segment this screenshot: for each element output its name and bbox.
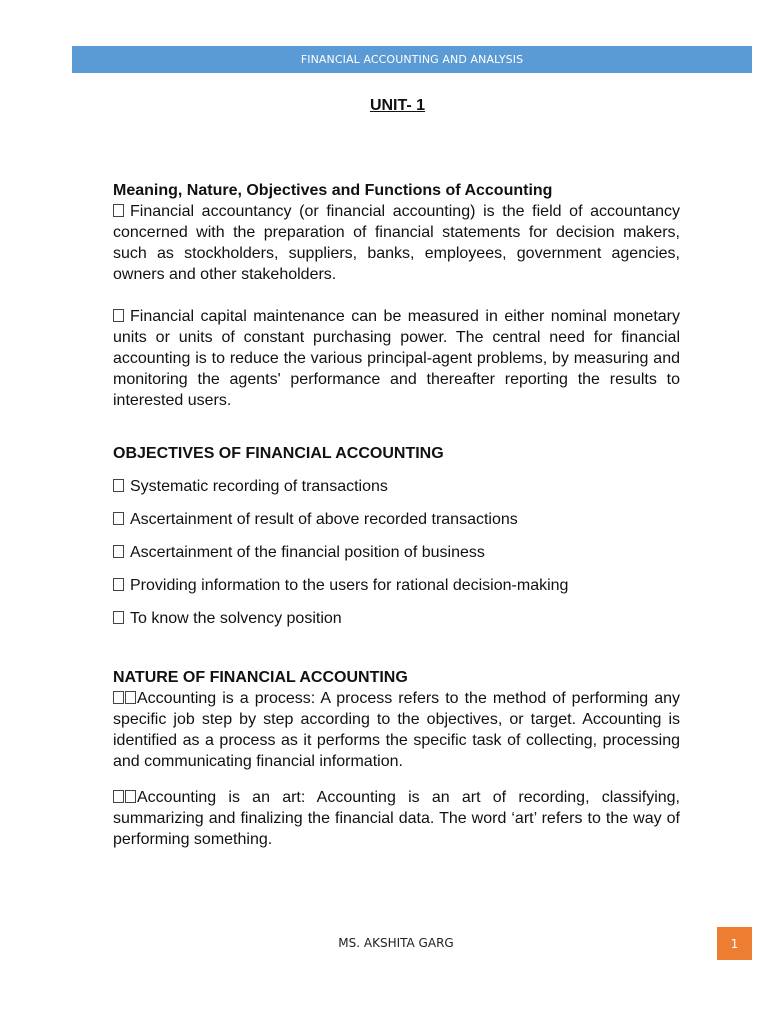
bullet-box-icon [113, 204, 124, 217]
list-item-text: To know the solvency position [130, 610, 342, 627]
unit-title: UNIT- 1 [369, 97, 426, 114]
section-heading-objectives: OBJECTIVES OF FINANCIAL ACCOUNTING [113, 445, 444, 462]
list-item [113, 575, 680, 608]
paragraph-meaning-2 [113, 306, 680, 411]
objectives-list [113, 476, 680, 641]
section-heading-meaning: Meaning, Nature, Objectives and Functions of Accounting [113, 182, 553, 199]
bullet-box-icon [113, 309, 124, 322]
list-item-text: Ascertainment of the financial position of business [130, 544, 485, 561]
list-item [113, 542, 680, 575]
bullet-box-icon [113, 790, 124, 803]
bullet-box-icon [125, 790, 136, 803]
list-item-text: Ascertainment of result of above recorded transactions [130, 511, 518, 528]
list-item [113, 608, 680, 641]
bullet-box-icon [113, 611, 124, 624]
list-item [113, 509, 680, 542]
document-body [113, 180, 680, 850]
footer-author: MS. AKSHITA GARG [338, 936, 454, 950]
bullet-box-icon [113, 691, 124, 704]
paragraph-text: Financial accountancy (or financial accounting) is the field of accountancy concerned with the preparation of financial statements for decision makers, such as stockholders, suppliers, banks, employees, government agencies, owners and other stakeholders. [113, 203, 680, 283]
bullet-box-icon [113, 512, 124, 525]
header-title: FINANCIAL ACCOUNTING AND ANALYSIS [300, 53, 524, 66]
list-item [113, 476, 680, 509]
paragraph-text: Financial capital maintenance can be measured in either nominal monetary units or units of constant purchasing power. The central need for financial accounting is to reduce the various principal-agent problems, by measuring and monitoring the agents' performance and thereafter reporting the results to interested users. [113, 308, 680, 409]
paragraph-text: Accounting is an art: Accounting is an art of recording, classifying, summarizing and finalizing the financial data. The word ‘art’ refers to the way of performing something. [113, 789, 680, 848]
paragraph-nature-1 [113, 688, 680, 772]
page-number: 1 [730, 936, 739, 951]
bullet-box-icon [113, 545, 124, 558]
list-item-text: Systematic recording of transactions [130, 478, 388, 495]
list-item-text: Providing information to the users for rational decision-making [130, 577, 569, 594]
paragraph-text: Accounting is a process: A process refers to the method of performing any specific job step by step according to the objectives, or target. Accounting is identified as a process as it performs the specific task of collecting, processing and communicating financial information. [113, 690, 680, 770]
paragraph-nature-2 [113, 787, 680, 850]
bullet-box-icon [113, 479, 124, 492]
paragraph-meaning-1 [113, 201, 680, 285]
page-number-badge [717, 927, 752, 960]
section-heading-nature: NATURE OF FINANCIAL ACCOUNTING [113, 669, 408, 686]
document-header [72, 46, 752, 73]
bullet-box-icon [125, 691, 136, 704]
bullet-box-icon [113, 578, 124, 591]
